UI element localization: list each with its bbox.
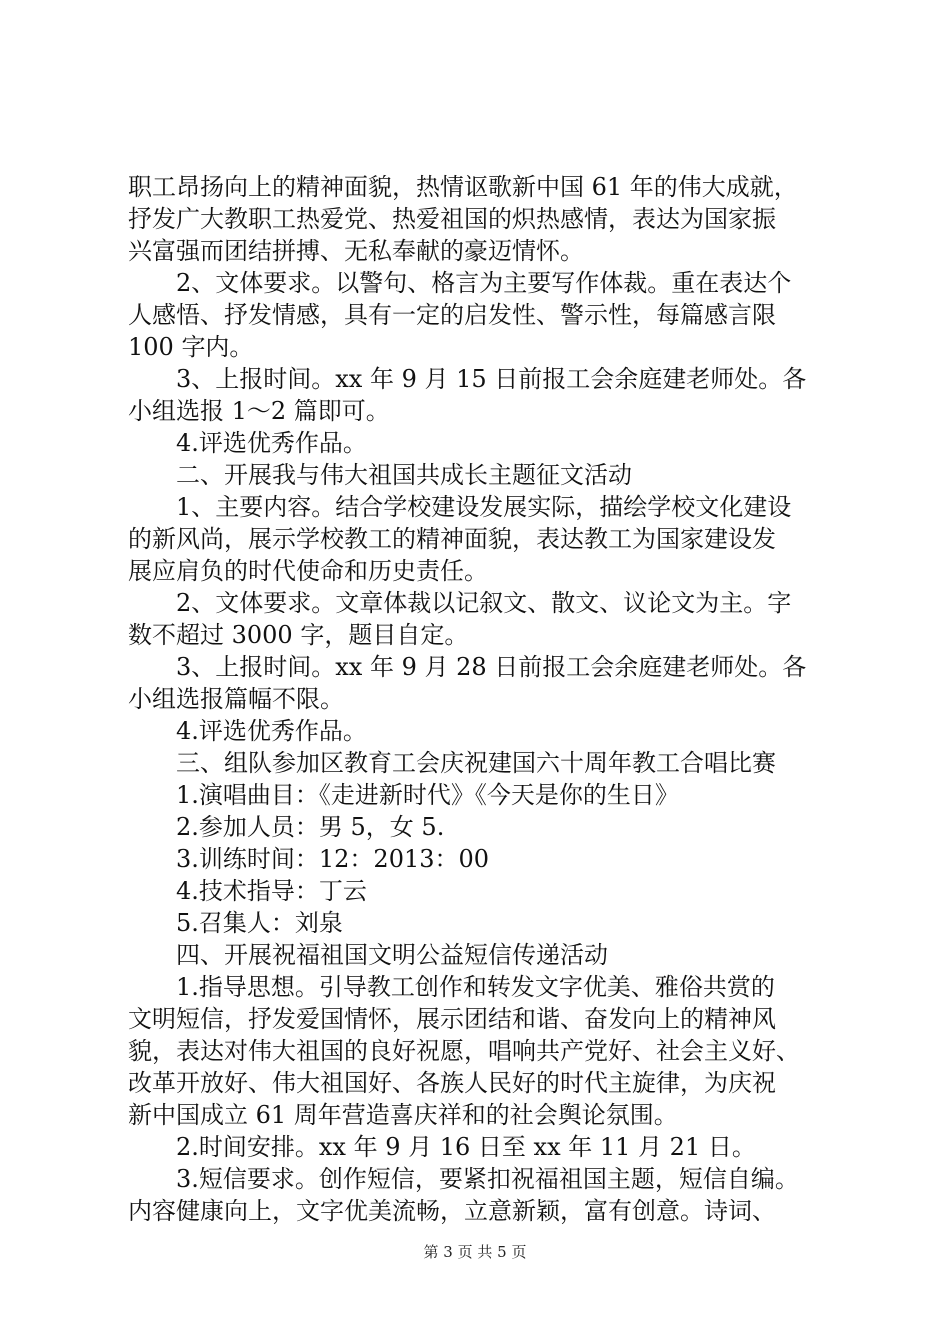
text-line: 3、上报时间。xx 年 9 月 28 日前报工会余庭建老师处。各 bbox=[176, 653, 807, 681]
text-line: 2、文体要求。文章体裁以记叙文、散文、议论文为主。字 bbox=[176, 589, 792, 617]
text-line: 展应肩负的时代使命和历史责任。 bbox=[128, 557, 488, 585]
text-line: 三、组队参加区教育工会庆祝建国六十周年教工合唱比赛 bbox=[176, 749, 776, 777]
text-line: 二、开展我与伟大祖国共成长主题征文活动 bbox=[176, 461, 632, 489]
document-body bbox=[128, 171, 828, 1227]
text-line: 4.技术指导：丁云 bbox=[176, 877, 367, 905]
text-line: 100 字内。 bbox=[128, 333, 254, 361]
text-line: 新中国成立 61 周年营造喜庆祥和的社会舆论氛围。 bbox=[128, 1101, 678, 1129]
text-line: 文明短信，抒发爱国情怀，展示团结和谐、奋发向上的精神风 bbox=[128, 1005, 776, 1033]
text-line: 1.演唱曲目：《走进新时代》《今天是你的生日》 bbox=[176, 781, 679, 809]
text-line: 貌，表达对伟大祖国的良好祝愿，唱响共产党好、社会主义好、 bbox=[128, 1037, 800, 1065]
text-line: 1.指导思想。引导教工创作和转发文字优美、雅俗共赏的 bbox=[176, 973, 775, 1001]
text-line: 2.时间安排。xx 年 9 月 16 日至 xx 年 11 月 21 日。 bbox=[176, 1133, 756, 1161]
text-line: 兴富强而团结拼搏、无私奉献的豪迈情怀。 bbox=[128, 237, 584, 265]
text-line: 改革开放好、伟大祖国好、各族人民好的时代主旋律，为庆祝 bbox=[128, 1069, 776, 1097]
text-line: 的新风尚，展示学校教工的精神面貌，表达教工为国家建设发 bbox=[128, 525, 776, 553]
text-line: 四、开展祝福祖国文明公益短信传递活动 bbox=[176, 941, 608, 969]
text-line: 小组选报篇幅不限。 bbox=[128, 685, 344, 713]
text-line: 2.参加人员：男 5，女 5. bbox=[176, 813, 445, 841]
text-line: 5.召集人：刘泉 bbox=[176, 909, 343, 937]
text-line: 3.训练时间：12：2013：00 bbox=[176, 845, 490, 873]
text-line: 数不超过 3000 字，题目自定。 bbox=[128, 621, 469, 649]
text-line: 职工昂扬向上的精神面貌，热情讴歌新中国 61 年的伟大成就， bbox=[128, 173, 798, 201]
text-line: 1、主要内容。结合学校建设发展实际，描绘学校文化建设 bbox=[176, 493, 792, 521]
text-line: 内容健康向上，文字优美流畅，立意新颖，富有创意。诗词、 bbox=[128, 1197, 776, 1225]
text-line: 4.评选优秀作品。 bbox=[176, 717, 367, 745]
text-line: 人感悟、抒发情感，具有一定的启发性、警示性，每篇感言限 bbox=[128, 301, 776, 329]
text-line: 3、上报时间。xx 年 9 月 15 日前报工会余庭建老师处。各 bbox=[176, 365, 807, 393]
text-line: 4.评选优秀作品。 bbox=[176, 429, 367, 457]
text-line: 抒发广大教职工热爱党、热爱祖国的炽热感情，表达为国家振 bbox=[128, 205, 776, 233]
text-line: 小组选报 1～2 篇即可。 bbox=[128, 397, 390, 425]
page-footer: 第 3 页 共 5 页 bbox=[423, 1243, 527, 1261]
text-line: 2、文体要求。以警句、格言为主要写作体裁。重在表达个 bbox=[176, 269, 792, 297]
text-line: 3.短信要求。创作短信，要紧扣祝福祖国主题，短信自编。 bbox=[176, 1165, 799, 1193]
